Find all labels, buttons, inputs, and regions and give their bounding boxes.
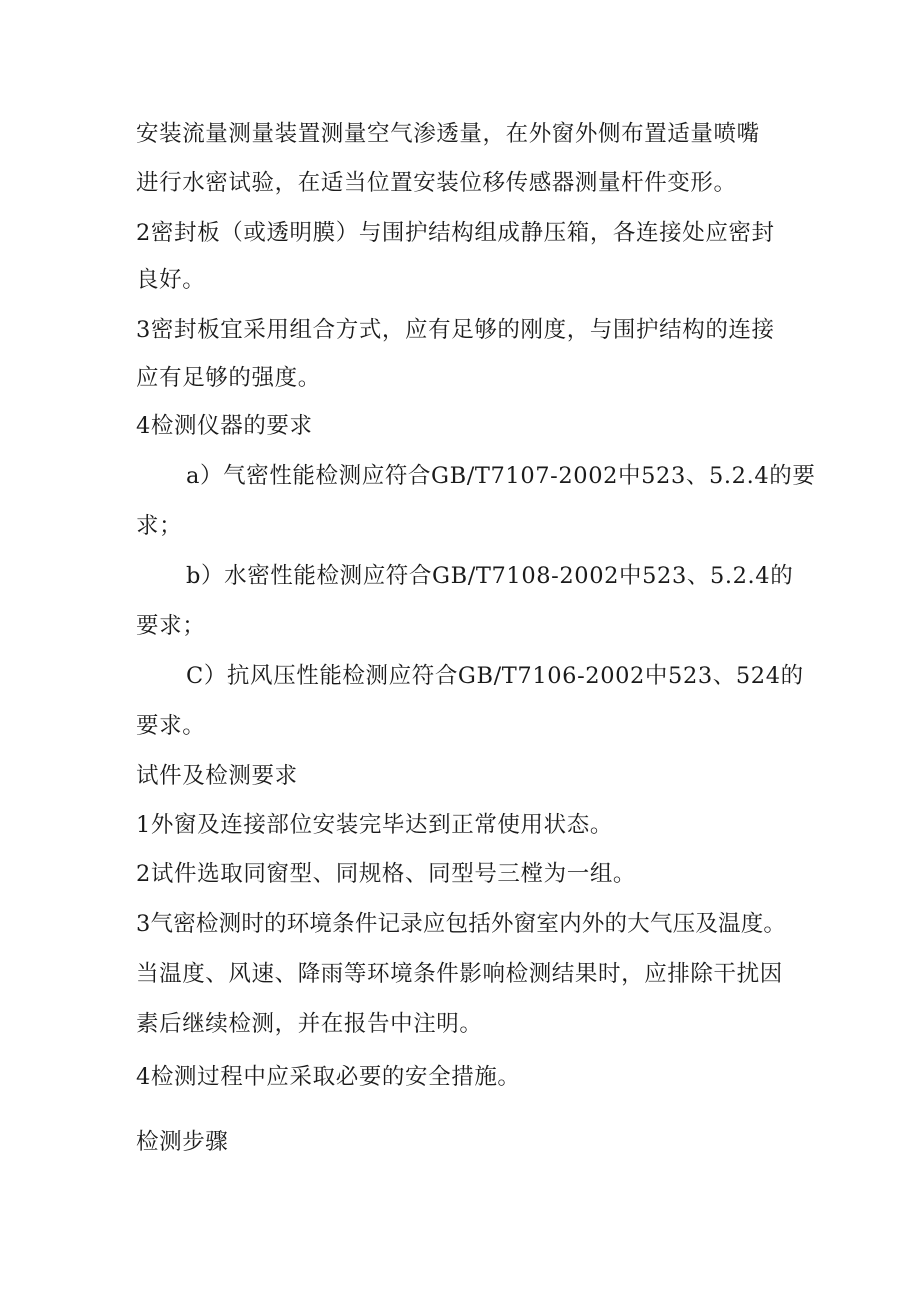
section-heading-specimen-requirements: 试件及检测要求 <box>136 763 298 789</box>
text-line-water-test: 进行水密试验，在适当位置安装位移传感器测量杆件变形。 <box>136 170 737 196</box>
section-heading-test-steps: 检测步骤 <box>136 1129 229 1155</box>
text-line-item-3-seal-plate: 3密封板宜采用组合方式，应有足够的刚度，与围护结构的连接 <box>136 317 775 343</box>
text-line-installation: 安装流量测量装置测量空气渗透量，在外窗外侧布置适量喷嘴 <box>136 121 760 147</box>
text-line-sub-a-air-tightness: a）气密性能检测应符合GB/T7107-2002中523、5.2.4的要 <box>186 463 816 489</box>
text-line-sub-c-wind-pressure: C）抗风压性能检测应符合GB/T7106-2002中523、524的 <box>186 663 804 689</box>
text-line-specimen-item-3-continued: 当温度、风速、降雨等环境条件影响检测结果时，应排除干扰因 <box>136 961 783 987</box>
text-line-specimen-item-4: 4检测过程中应采取必要的安全措施。 <box>136 1064 521 1090</box>
text-line-specimen-item-3-end: 素后继续检测，并在报告中注明。 <box>136 1011 483 1037</box>
text-line-sub-b-water-tightness: b）水密性能检测应符合GB/T7108-2002中523、5.2.4的 <box>186 563 794 589</box>
text-line-sub-b-continued: 要求； <box>136 613 206 639</box>
text-line-item-2-seal-plate: 2密封板（或透明膜）与围护结构组成静压箱，各连接处应密封 <box>136 220 775 246</box>
text-line-specimen-item-2: 2试件选取同窗型、同规格、同型号三樘为一组。 <box>136 861 637 887</box>
text-line-sub-c-continued: 要求。 <box>136 713 206 739</box>
text-line-item-4-instruments: 4检测仪器的要求 <box>136 413 313 439</box>
text-line-item-2-continued: 良好。 <box>136 267 206 293</box>
text-line-item-3-continued: 应有足够的强度。 <box>136 365 321 391</box>
text-line-sub-a-continued: 求； <box>136 513 183 539</box>
text-line-specimen-item-1: 1外窗及连接部位安装完毕达到正常使用状态。 <box>136 812 613 838</box>
text-line-specimen-item-3: 3气密检测时的环境条件记录应包括外窗室内外的大气压及温度。 <box>136 911 787 937</box>
